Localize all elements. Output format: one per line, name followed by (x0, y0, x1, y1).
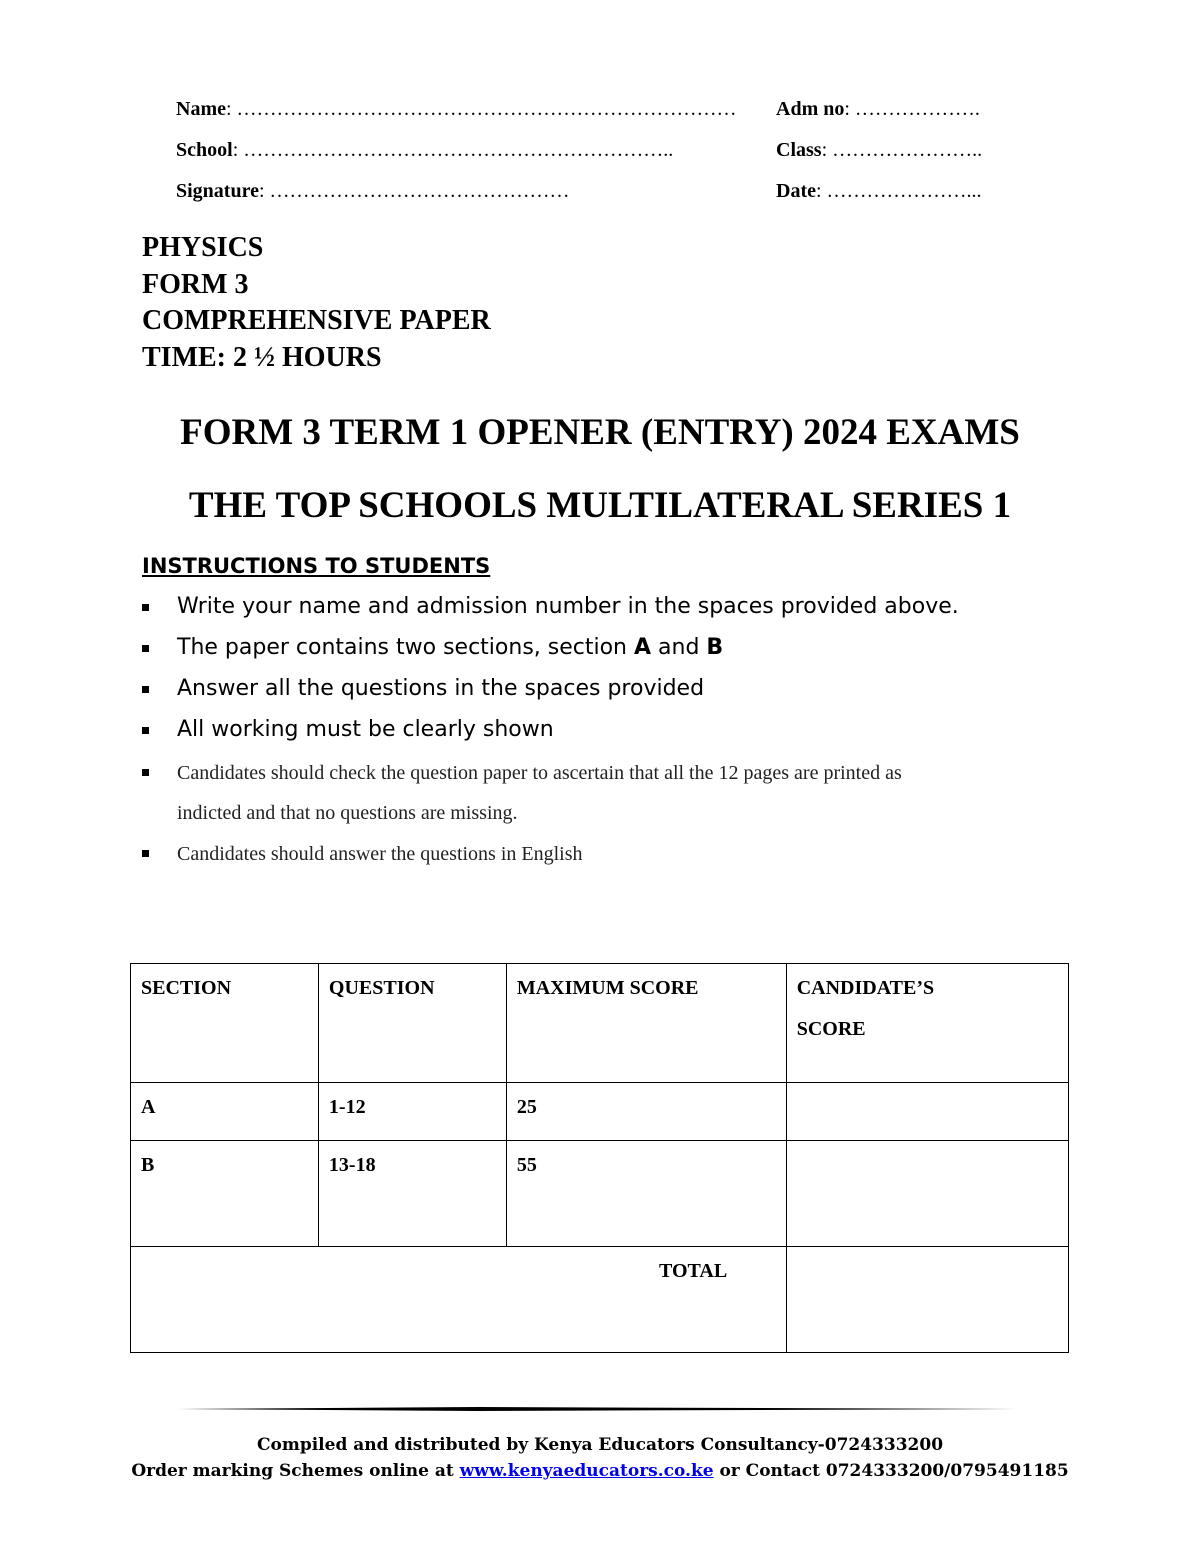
footer-text: Order marking Schemes online at (131, 1461, 460, 1481)
instruction-text-line: Candidates should check the question paper to ascertain that all the 12 pages are printed as (177, 762, 902, 784)
name-dots: : ………………………………………………………………… (225, 98, 737, 120)
website-link[interactable]: www.kenyaeducators.co.ke (459, 1461, 714, 1481)
bullet-icon (142, 686, 149, 693)
instruction-item (142, 594, 1042, 624)
class-field (776, 139, 982, 162)
header-candidate-line2: SCORE (796, 1018, 866, 1040)
table-header-row (131, 964, 1069, 1083)
cell-candidate-score[interactable] (786, 1083, 1068, 1141)
exam-time: TIME: 2 ½ HOURS (142, 341, 382, 373)
name-field (176, 98, 737, 121)
instruction-text: Answer all the questions in the spaces provided (177, 676, 705, 701)
instruction-item (142, 753, 1042, 833)
signature-dots: : ……………………………………… (258, 180, 570, 202)
series-title: THE TOP SCHOOLS MULTILATERAL SERIES 1 (188, 485, 1012, 526)
bullet-icon (142, 727, 149, 734)
signature-label: Signature (176, 180, 259, 202)
section-a-label: A (634, 635, 652, 660)
footer-text: or Contact 0724333200/0795491185 (713, 1461, 1069, 1481)
cell-candidate-score[interactable] (786, 1141, 1068, 1247)
header-max-score: MAXIMUM SCORE (506, 964, 786, 1083)
instructions-heading: INSTRUCTIONS TO STUDENTS (142, 554, 491, 578)
cell-question: 13-18 (318, 1141, 506, 1247)
form-level: FORM 3 (142, 268, 249, 300)
school-dots: : ……………………………………………………….. (232, 139, 674, 161)
cell-max-score: 25 (506, 1083, 786, 1141)
bullet-icon (142, 850, 149, 857)
adm-no-field (776, 98, 980, 121)
instruction-text-part: The paper contains two sections, section (177, 635, 634, 660)
subject: PHYSICS (142, 232, 264, 263)
footer-line2 (0, 1461, 1200, 1481)
section-b-label: B (706, 635, 724, 660)
bullet-icon (142, 769, 149, 776)
bullet-icon (142, 604, 149, 611)
instruction-text-line: indicted and that no questions are missing. (177, 802, 518, 824)
exam-title: FORM 3 TERM 1 OPENER (ENTRY) 2024 EXAMS (180, 412, 1020, 453)
instruction-text: All working must be clearly shown (177, 717, 554, 742)
bullet-icon (142, 645, 149, 652)
footer-line1: Compiled and distributed by Kenya Educators Consultancy-0724333200 (256, 1435, 944, 1455)
cell-section: B (131, 1141, 319, 1247)
header-candidate-score (786, 964, 1068, 1083)
adm-no-dots: : ………………. (844, 98, 980, 120)
cell-max-score: 55 (506, 1141, 786, 1247)
paper-type: COMPREHENSIVE PAPER (142, 305, 491, 336)
instruction-item (142, 717, 1042, 747)
class-dots: : ………………….. (821, 139, 983, 161)
date-label: Date (776, 180, 816, 202)
score-table (130, 963, 1069, 1353)
table-row (131, 1141, 1069, 1247)
paper-info (142, 230, 491, 376)
total-label: TOTAL (131, 1247, 787, 1353)
instruction-item (142, 676, 1042, 706)
header-question: QUESTION (318, 964, 506, 1083)
instruction-item (142, 635, 1042, 665)
instruction-text: Candidates should answer the questions in English (177, 843, 583, 865)
cell-question: 1-12 (318, 1083, 506, 1141)
table-total-row (131, 1247, 1069, 1353)
adm-no-label: Adm no (776, 98, 845, 120)
name-label: Name (176, 98, 226, 120)
class-label: Class (776, 139, 822, 161)
cell-total-score[interactable] (786, 1247, 1068, 1353)
instruction-text: Write your name and admission number in the spaces provided above. (177, 594, 959, 619)
instruction-text (177, 753, 902, 833)
header-section: SECTION (131, 964, 319, 1083)
instruction-text (177, 635, 723, 660)
school-label: School (176, 139, 233, 161)
table-row (131, 1083, 1069, 1141)
date-field (776, 180, 982, 203)
header-candidate-line1: CANDIDATE’S (796, 977, 935, 999)
school-field (176, 139, 673, 162)
instruction-item (142, 834, 1042, 874)
footer-divider (178, 1407, 1023, 1411)
cell-section: A (131, 1083, 319, 1141)
date-dots: : …………………... (815, 180, 982, 202)
instruction-text-part: and (651, 635, 707, 660)
signature-field (176, 180, 570, 203)
